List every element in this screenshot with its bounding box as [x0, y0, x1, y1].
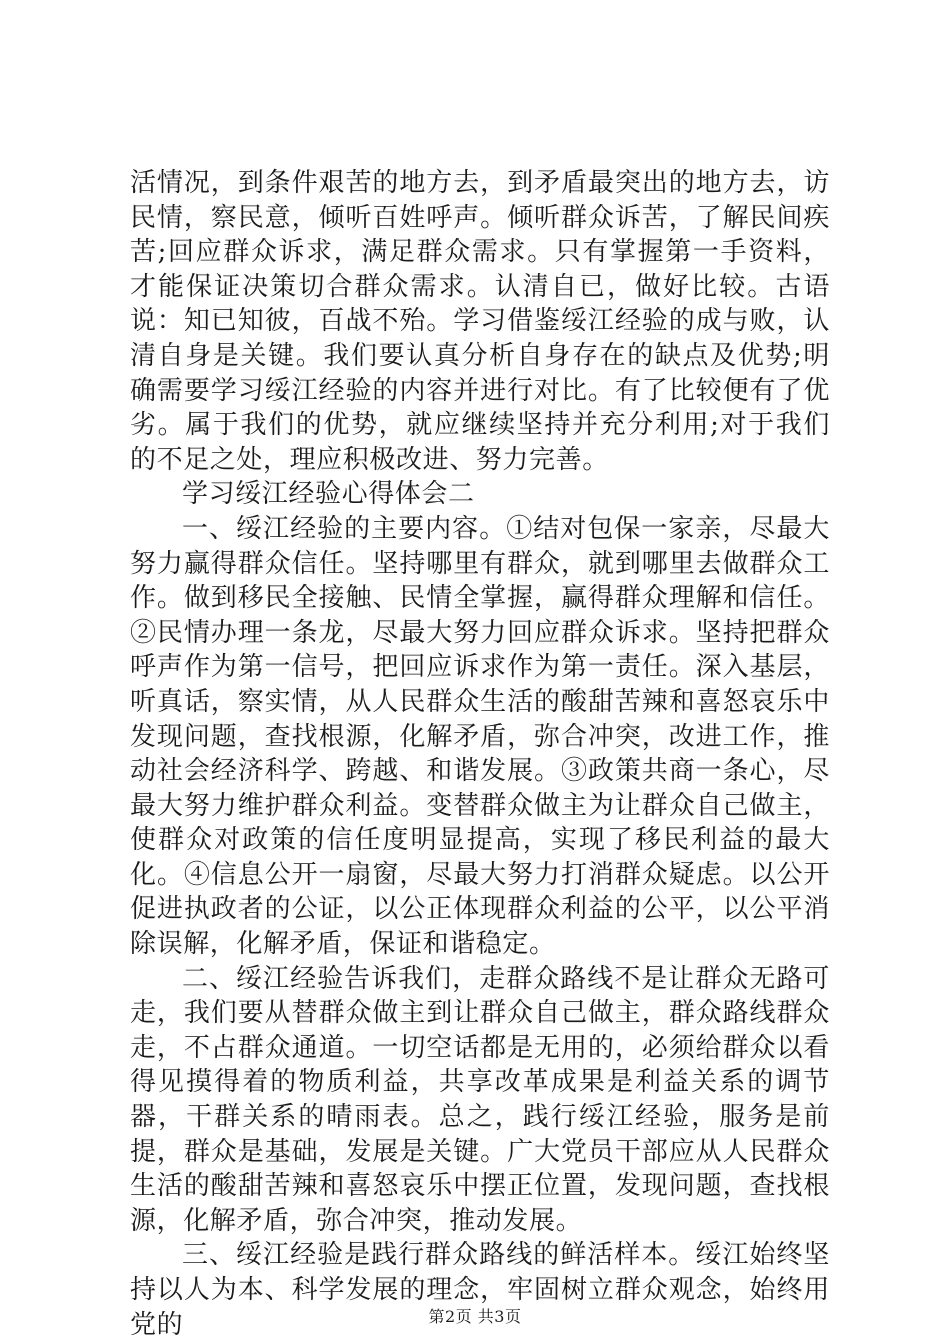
paragraph-point-two: 二、绥江经验告诉我们，走群众路线不是让群众无路可走，我们要从替群众做主到让群众自己做主，群众路线群众走，不占群众通道。一切空话都是无用的，必须给群众以看得见摸得着的物质利益，共享改革成果是利益关系的调节器，干群关系的晴雨表。总之，践行绥江经验，服务是前提，群众是基础，发展是关键。广大党员干部应从人民群众生活的酸甜苦辣和喜怒哀乐中摆正位置，发现问题，查找根源，化解矛盾，弥合冲突，推动发展。: [130, 963, 830, 1236]
paragraph-continuation: 活情况，到条件艰苦的地方去，到矛盾最突出的地方去，访民情，察民意，倾听百姓呼声。倾听群众诉苦，了解民间疾苦;回应群众诉求，满足群众需求。只有掌握第一手资料，才能保证决策切合群众需求。认清自已，做好比较。古语说：知已知彼，百战不殆。学习借鉴绥江经验的成与败，认清自身是关键。我们要认真分析自身存在的缺点及优势;明确需要学习绥江经验的内容并进行对比。有了比较便有了优劣。属于我们的优势，就应继续坚持并充分利用;对于我们的不足之处，理应积极改进、努力完善。: [130, 168, 830, 475]
paragraph-point-one: 一、绥江经验的主要内容。①结对包保一家亲，尽最大努力赢得群众信任。坚持哪里有群众，就到哪里去做群众工作。做到移民全接触、民情全掌握，赢得群众理解和信任。②民情办理一条龙，尽最大努力回应群众诉求。坚持把群众呼声作为第一信号，把回应诉求作为第一责任。深入基层，听真话，察实情，从人民群众生活的酸甜苦辣和喜怒哀乐中发现问题，查找根源，化解矛盾，弥合冲突，改进工作，推动社会经济科学、跨越、和谐发展。③政策共商一条心，尽最大努力维护群众利益。变替群众做主为让群众自己做主，使群众对政策的信任度明显提高，实现了移民利益的最大化。④信息公开一扇窗，尽最大努力打消群众疑虑。以公开促进执政者的公证，以公正体现群众利益的公平，以公平消除误解，化解矛盾，保证和谐稳定。: [130, 513, 830, 960]
paragraph-point-three: 三、绥江经验是践行群众路线的鲜活样本。绥江始终坚持以人为本、科学发展的理念，牢固树立群众观念，始终用党的: [130, 1240, 830, 1340]
section-heading: 学习绥江经验心得体会二: [182, 479, 475, 510]
page-number-footer: 第2页 共3页: [428, 1307, 522, 1326]
document-body: [130, 166, 830, 1342]
